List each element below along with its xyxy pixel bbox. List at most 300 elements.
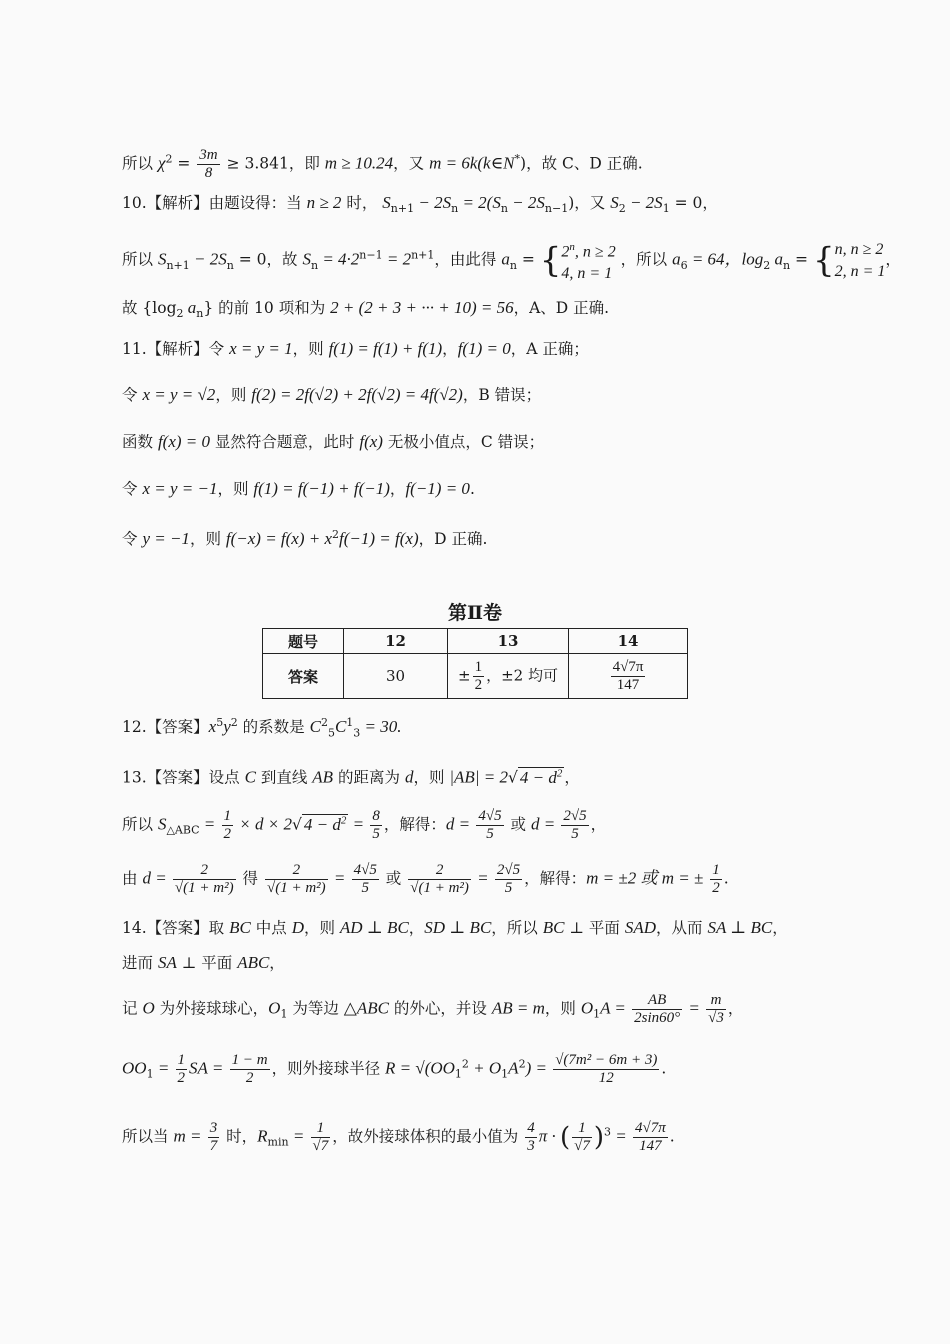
math: f(x)	[359, 432, 383, 451]
math: f(−1) = 0	[405, 479, 470, 498]
header-cell: 题号	[263, 629, 344, 654]
numerator: 2	[265, 862, 328, 880]
math: = 2	[382, 249, 412, 269]
text: ≥ 3.841，即	[226, 154, 325, 173]
denominator: 2sin60°	[634, 1010, 681, 1026]
text: 记	[122, 999, 143, 1018]
answer-14	[569, 654, 688, 699]
math: A =	[600, 998, 631, 1018]
text: 故 {log	[122, 299, 177, 317]
text: 所以	[122, 815, 158, 834]
text: 所以当	[122, 1127, 174, 1146]
math: n ≥ 2	[306, 193, 342, 212]
numerator: 4√7π	[635, 1120, 666, 1136]
subscript: 2	[176, 307, 184, 321]
subscript: n	[226, 258, 234, 272]
numerator: √(7m² − 6m + 3)	[555, 1052, 658, 1068]
text: =	[172, 154, 196, 173]
left-brace: {	[539, 240, 562, 281]
subscript: 1	[146, 1067, 154, 1081]
numerator: 1	[712, 862, 720, 878]
text: ，	[885, 250, 901, 269]
line-q10-sum	[122, 298, 609, 324]
math: f(−x) = f(x) + x	[225, 529, 333, 549]
math: m =	[173, 1126, 206, 1146]
math: = 4·2	[318, 249, 360, 269]
text: } 的前 10 项和为	[203, 299, 331, 317]
math: AB = m	[491, 998, 545, 1018]
question-tag: 11.【解析】	[122, 340, 209, 358]
superscript: 2	[556, 767, 563, 779]
math: =	[329, 868, 350, 888]
denominator: 5	[361, 880, 369, 896]
text: ，故外接球体积的最小值为	[332, 1127, 524, 1146]
text: 函数	[122, 433, 158, 451]
text: ，则	[189, 530, 226, 549]
math: R = √(OO	[385, 1058, 455, 1078]
math: f(2) = 2f(√2) + 2f(√2) = 4f(√2)	[251, 385, 463, 404]
paren: )	[593, 1122, 605, 1153]
denominator: √3	[708, 1010, 724, 1026]
fraction	[208, 1120, 220, 1155]
text: .	[469, 480, 475, 498]
text: 为等边	[287, 999, 344, 1018]
text: ，D 正确.	[418, 530, 488, 549]
numerator: 2√5	[496, 862, 521, 878]
question-tag: 10.【解析】	[122, 194, 209, 212]
numerator: 4√5	[478, 808, 502, 824]
text: 设点	[208, 768, 245, 787]
text: 到直线	[255, 768, 313, 787]
math: AB	[312, 767, 334, 787]
fraction	[473, 659, 485, 694]
denominator: √(1 + m²)	[266, 880, 326, 896]
text: ，	[389, 480, 406, 498]
text: 的距离为	[333, 768, 405, 787]
subscript: n+1	[390, 202, 415, 216]
subscript: n−1	[544, 202, 569, 216]
subscript: 1	[280, 1007, 288, 1021]
fraction	[197, 147, 219, 182]
case: n, n ≥ 2	[834, 240, 884, 258]
text: ，所以	[620, 250, 673, 269]
text: 无极小值点，C 错误；	[382, 433, 545, 451]
header-cell: 14	[569, 629, 688, 654]
superscript: 5	[216, 716, 224, 729]
math: x	[208, 717, 217, 737]
denominator: 3	[527, 1138, 535, 1154]
text: ，	[590, 815, 607, 834]
math: C	[334, 717, 347, 737]
fraction	[710, 862, 722, 897]
numerator: 2√5	[563, 808, 587, 824]
text: ⊥ 平面	[564, 919, 625, 937]
math: =	[288, 1126, 309, 1146]
denominator: 5	[486, 826, 494, 842]
math: C	[309, 717, 321, 737]
text: 或	[380, 869, 407, 888]
fraction	[561, 808, 588, 843]
math: − 2S	[625, 193, 663, 212]
fraction	[176, 1052, 188, 1087]
left-brace: {	[812, 240, 835, 281]
text: ，则	[292, 340, 329, 358]
subscript: n	[196, 307, 204, 321]
numerator: 4√7π	[612, 658, 644, 675]
math: x = y = √2	[142, 385, 216, 404]
denominator: 2	[245, 1070, 254, 1086]
line-q14-a	[122, 918, 788, 938]
text: 取	[208, 919, 230, 937]
fraction	[370, 808, 382, 843]
text: ，	[442, 340, 458, 358]
subscript: min	[267, 1135, 289, 1149]
numerator: 1 − m	[231, 1052, 268, 1068]
case: 2, n = 1	[834, 262, 886, 280]
text: 的系数是	[237, 718, 310, 737]
numerator: 3m	[199, 147, 218, 163]
radicand	[518, 767, 564, 787]
numerator: 1	[474, 658, 483, 675]
header-cell: 13	[448, 629, 569, 654]
superscript: n−1	[359, 248, 383, 262]
math: − 2S	[189, 249, 227, 269]
fraction	[265, 862, 328, 897]
denominator: 5	[504, 880, 513, 896]
math: BC	[229, 918, 251, 937]
text: 令	[122, 480, 143, 498]
text: ，则	[413, 768, 450, 787]
denominator: 2	[223, 826, 232, 842]
text: 中点	[250, 919, 292, 937]
numerator: m	[706, 992, 726, 1010]
superscript: *	[514, 152, 521, 166]
text: ，B 错误；	[462, 386, 542, 404]
denominator: 2	[712, 880, 720, 896]
superscript: 2	[165, 152, 173, 166]
math: + O	[468, 1058, 502, 1078]
denominator: √7	[574, 1138, 590, 1154]
math: m ≥ 10.24	[324, 153, 394, 173]
denominator: 12	[598, 1070, 614, 1086]
fraction	[632, 992, 682, 1027]
text: ⊥ 平面	[176, 954, 238, 972]
subscript: 1	[662, 202, 670, 216]
superscript: 2	[230, 716, 238, 729]
text: )，故 C、D 正确.	[520, 154, 643, 173]
numerator: 8	[372, 808, 380, 824]
math: − 2S	[414, 193, 452, 212]
math: △ABC	[343, 998, 389, 1018]
text: .	[661, 1059, 667, 1078]
numerator: 3	[209, 1120, 218, 1136]
math: SA	[157, 953, 177, 972]
text: ，则	[303, 919, 340, 937]
text: 为外接球球心，	[154, 999, 269, 1018]
math: d =	[530, 814, 560, 834]
text: ，±2 均可	[486, 666, 558, 684]
math: =	[199, 814, 220, 834]
line-q13-c	[122, 862, 729, 897]
subscript: n+1	[166, 258, 190, 272]
radicand	[302, 814, 348, 834]
math: 4 − d	[519, 767, 557, 787]
line-q10	[122, 193, 718, 219]
text: ，由此得	[434, 250, 502, 269]
math: ABC	[237, 953, 270, 972]
fraction	[495, 862, 522, 897]
fraction	[311, 1120, 331, 1155]
case: 2	[561, 243, 570, 261]
math: a	[672, 249, 681, 269]
header-cell: 12	[344, 629, 448, 654]
superscript: 3	[604, 1125, 612, 1139]
math: SD ⊥ BC	[424, 918, 492, 937]
text: 由题设得：当	[208, 194, 307, 212]
math: AD ⊥ BC	[339, 918, 409, 937]
fraction	[572, 1120, 592, 1155]
subscript: △ABC	[166, 823, 200, 837]
superscript: 1	[346, 716, 354, 729]
denominator: √7	[312, 1138, 329, 1154]
math: π ·	[538, 1126, 560, 1146]
piecewise-cases	[835, 239, 886, 283]
math: − 2S	[507, 193, 545, 212]
text: ，则外接球半径	[271, 1059, 386, 1078]
question-tag: 14.【答案】	[122, 919, 209, 937]
line-q11-b	[122, 385, 541, 405]
math: S	[382, 193, 391, 212]
text: ，	[772, 919, 788, 937]
math: a	[183, 298, 197, 317]
math: S	[157, 249, 167, 269]
denominator: 2	[177, 1070, 186, 1086]
text: 时，	[221, 1127, 258, 1146]
math: C	[244, 767, 256, 787]
subscript: 2	[618, 202, 626, 216]
text: ，A、D 正确.	[513, 299, 610, 317]
text: 所以	[122, 250, 158, 269]
text: 由	[122, 869, 143, 888]
line-q13-b: 所以 $S_{\triangle ABC}$ = $\frac{1}{2}$ × d × 2√ $4 - d^2$ = $\frac{8}{5}$ ，解得：d = $\frac{4√5}{5}$ 或 d = $\frac{2√5}{5}$ ，	[122, 808, 607, 842]
text: ，	[269, 954, 285, 972]
math: f(x) = 0	[157, 432, 210, 451]
text: ，则	[215, 386, 252, 404]
math: a	[501, 249, 510, 269]
math: y	[223, 717, 231, 737]
math: =	[348, 814, 369, 834]
section-title: 第Ⅱ卷	[447, 602, 502, 624]
numerator: 4√5	[353, 862, 377, 878]
denominator: 147	[639, 1138, 662, 1154]
answer-13	[448, 654, 569, 699]
subscript: 5	[327, 726, 335, 740]
superscript: 2	[320, 716, 328, 729]
math: m = 6k(k∈N	[429, 153, 515, 173]
superscript: n+1	[411, 248, 435, 262]
text: = 0，	[669, 194, 718, 212]
subscript: 3	[353, 726, 361, 740]
line-q14-c	[122, 992, 743, 1027]
math: 4 − d	[303, 814, 341, 834]
math: d =	[445, 814, 475, 834]
text: 或	[505, 815, 531, 834]
case: , n ≥ 2	[574, 243, 616, 261]
fraction	[525, 1120, 537, 1155]
math: =	[472, 868, 493, 888]
subscript: n	[451, 202, 459, 216]
question-tag: 12.【答案】	[122, 718, 209, 737]
text: ，从而	[656, 919, 708, 937]
math: = 30.	[360, 717, 402, 737]
denominator: √(1 + m²)	[174, 880, 234, 896]
math: 2 + (2 + 3 + ··· + 10) = 56	[330, 298, 514, 317]
subscript: n	[500, 202, 508, 216]
line-q11-c	[122, 432, 544, 452]
subscript: 6	[680, 258, 688, 272]
text: ，所以	[491, 919, 543, 937]
text: .	[723, 869, 729, 888]
text: 的外心，并设	[388, 999, 492, 1018]
subscript: 1	[593, 1007, 601, 1021]
subscript: n	[310, 258, 319, 272]
denominator: √(1 + m²)	[410, 880, 469, 896]
answer-table	[262, 628, 688, 699]
text: ，又	[393, 154, 430, 173]
text: ，解得：	[383, 815, 446, 834]
case: 4, n = 1	[561, 265, 613, 283]
math: O	[580, 998, 594, 1018]
line-q12	[122, 713, 402, 743]
answer-12: 30	[344, 654, 448, 699]
math: O	[142, 998, 155, 1018]
superscript: 2	[461, 1057, 469, 1071]
math: =	[153, 1058, 174, 1078]
numerator: 1	[311, 1120, 331, 1138]
denominator: 5	[372, 826, 380, 842]
denominator: 7	[209, 1138, 218, 1154]
text: ，则	[217, 480, 254, 498]
fraction	[633, 1120, 668, 1155]
line-chi-square	[122, 147, 643, 182]
piecewise-cases	[561, 236, 615, 285]
text: ，A 正确；	[510, 340, 589, 358]
table-header-row	[263, 629, 688, 654]
paren: (	[560, 1122, 571, 1153]
math: S	[157, 814, 167, 834]
line-q11	[122, 339, 589, 359]
fraction	[408, 862, 471, 897]
math: × d × 2	[235, 814, 292, 834]
denominator: 8	[204, 165, 213, 181]
math: R	[257, 1126, 268, 1146]
math: d =	[142, 868, 171, 888]
line-q13-a: 13.【答案】设点 C 到直线 AB 的距离为 d，则 |AB| = 2√ $4 - d^2$ ，	[122, 767, 580, 787]
numerator: 1	[572, 1120, 592, 1138]
math: O	[268, 998, 281, 1018]
subscript: n	[509, 258, 517, 272]
math: OO	[122, 1058, 147, 1078]
fraction	[553, 1052, 659, 1087]
text: 显然符合题意，此时	[210, 433, 360, 451]
math: f(1) = f(−1) + f(−1)	[253, 479, 390, 498]
math: =	[684, 998, 705, 1018]
numerator: 1	[223, 808, 232, 824]
text: 得	[237, 869, 263, 888]
text: )，又	[568, 194, 611, 212]
superscript: 2	[340, 813, 347, 826]
numerator: 2	[173, 862, 236, 880]
text: ，	[408, 919, 425, 937]
numerator: 4	[527, 1120, 535, 1136]
chi-symbol: χ	[157, 153, 166, 173]
fraction	[173, 862, 236, 897]
text: 所以	[122, 154, 154, 173]
fraction	[706, 992, 726, 1027]
table-row	[263, 654, 688, 699]
subscript: 1	[454, 1067, 462, 1081]
math: = 2(S	[458, 193, 501, 212]
math: f(−1) = f(x)	[339, 529, 419, 549]
line-q14-b	[122, 953, 285, 973]
text: .	[669, 1127, 675, 1146]
math: S	[302, 249, 311, 269]
fraction	[222, 808, 234, 843]
text: ±	[458, 666, 471, 684]
math: S	[610, 193, 619, 212]
numerator: AB	[632, 992, 682, 1010]
line-q11-d1	[122, 479, 475, 499]
math: y = −1	[142, 529, 190, 549]
math: |AB| = 2	[449, 767, 508, 787]
text: ，	[564, 768, 580, 787]
math: SA ⊥ BC	[707, 918, 773, 937]
question-tag: 13.【答案】	[122, 768, 209, 787]
denominator: 147	[616, 676, 640, 693]
text: 令	[208, 340, 230, 358]
math: =	[611, 1126, 632, 1146]
math: m = ±2 或 m = ±	[586, 868, 704, 888]
text: 令	[122, 386, 143, 404]
numerator: 1	[177, 1052, 186, 1068]
math: f(1) = f(1) + f(1)	[328, 339, 443, 358]
superscript: 2	[518, 1057, 526, 1071]
text: ，	[727, 999, 744, 1018]
text: = 0，故	[233, 250, 303, 269]
math: D	[291, 918, 304, 937]
superscript: n	[569, 241, 575, 253]
line-q11-d2	[122, 525, 487, 549]
subscript: n	[783, 258, 791, 272]
fraction	[352, 862, 379, 897]
math: SAD	[624, 918, 656, 937]
numerator: 2	[408, 862, 471, 880]
math: A	[508, 1058, 519, 1078]
fraction	[611, 659, 646, 694]
subscript: 1	[501, 1067, 509, 1081]
fraction	[230, 1052, 270, 1087]
line-q14-d	[122, 1052, 666, 1087]
text: ，解得：	[524, 869, 587, 888]
math: ) =	[525, 1058, 552, 1078]
math: d	[404, 767, 414, 787]
line-q10-derivation: 所以 $S_{n+1} - 2S_n = 0$，故 $S_n = 4\cdot 2^{n-1} = 2^{n+1}$，由此得 $a_n = \{2^n$, n ≥ 2 4, n = 1 ，所以 $a_6 = 64$，$\log_2 a_n = \{n$, n ≥ 2 2, n = 1，	[122, 236, 901, 285]
math: x = y = 1	[229, 339, 293, 358]
math: BC	[542, 918, 565, 937]
denominator: 5	[571, 826, 579, 842]
text: 进而	[122, 954, 158, 972]
line-q14-e	[122, 1120, 675, 1155]
